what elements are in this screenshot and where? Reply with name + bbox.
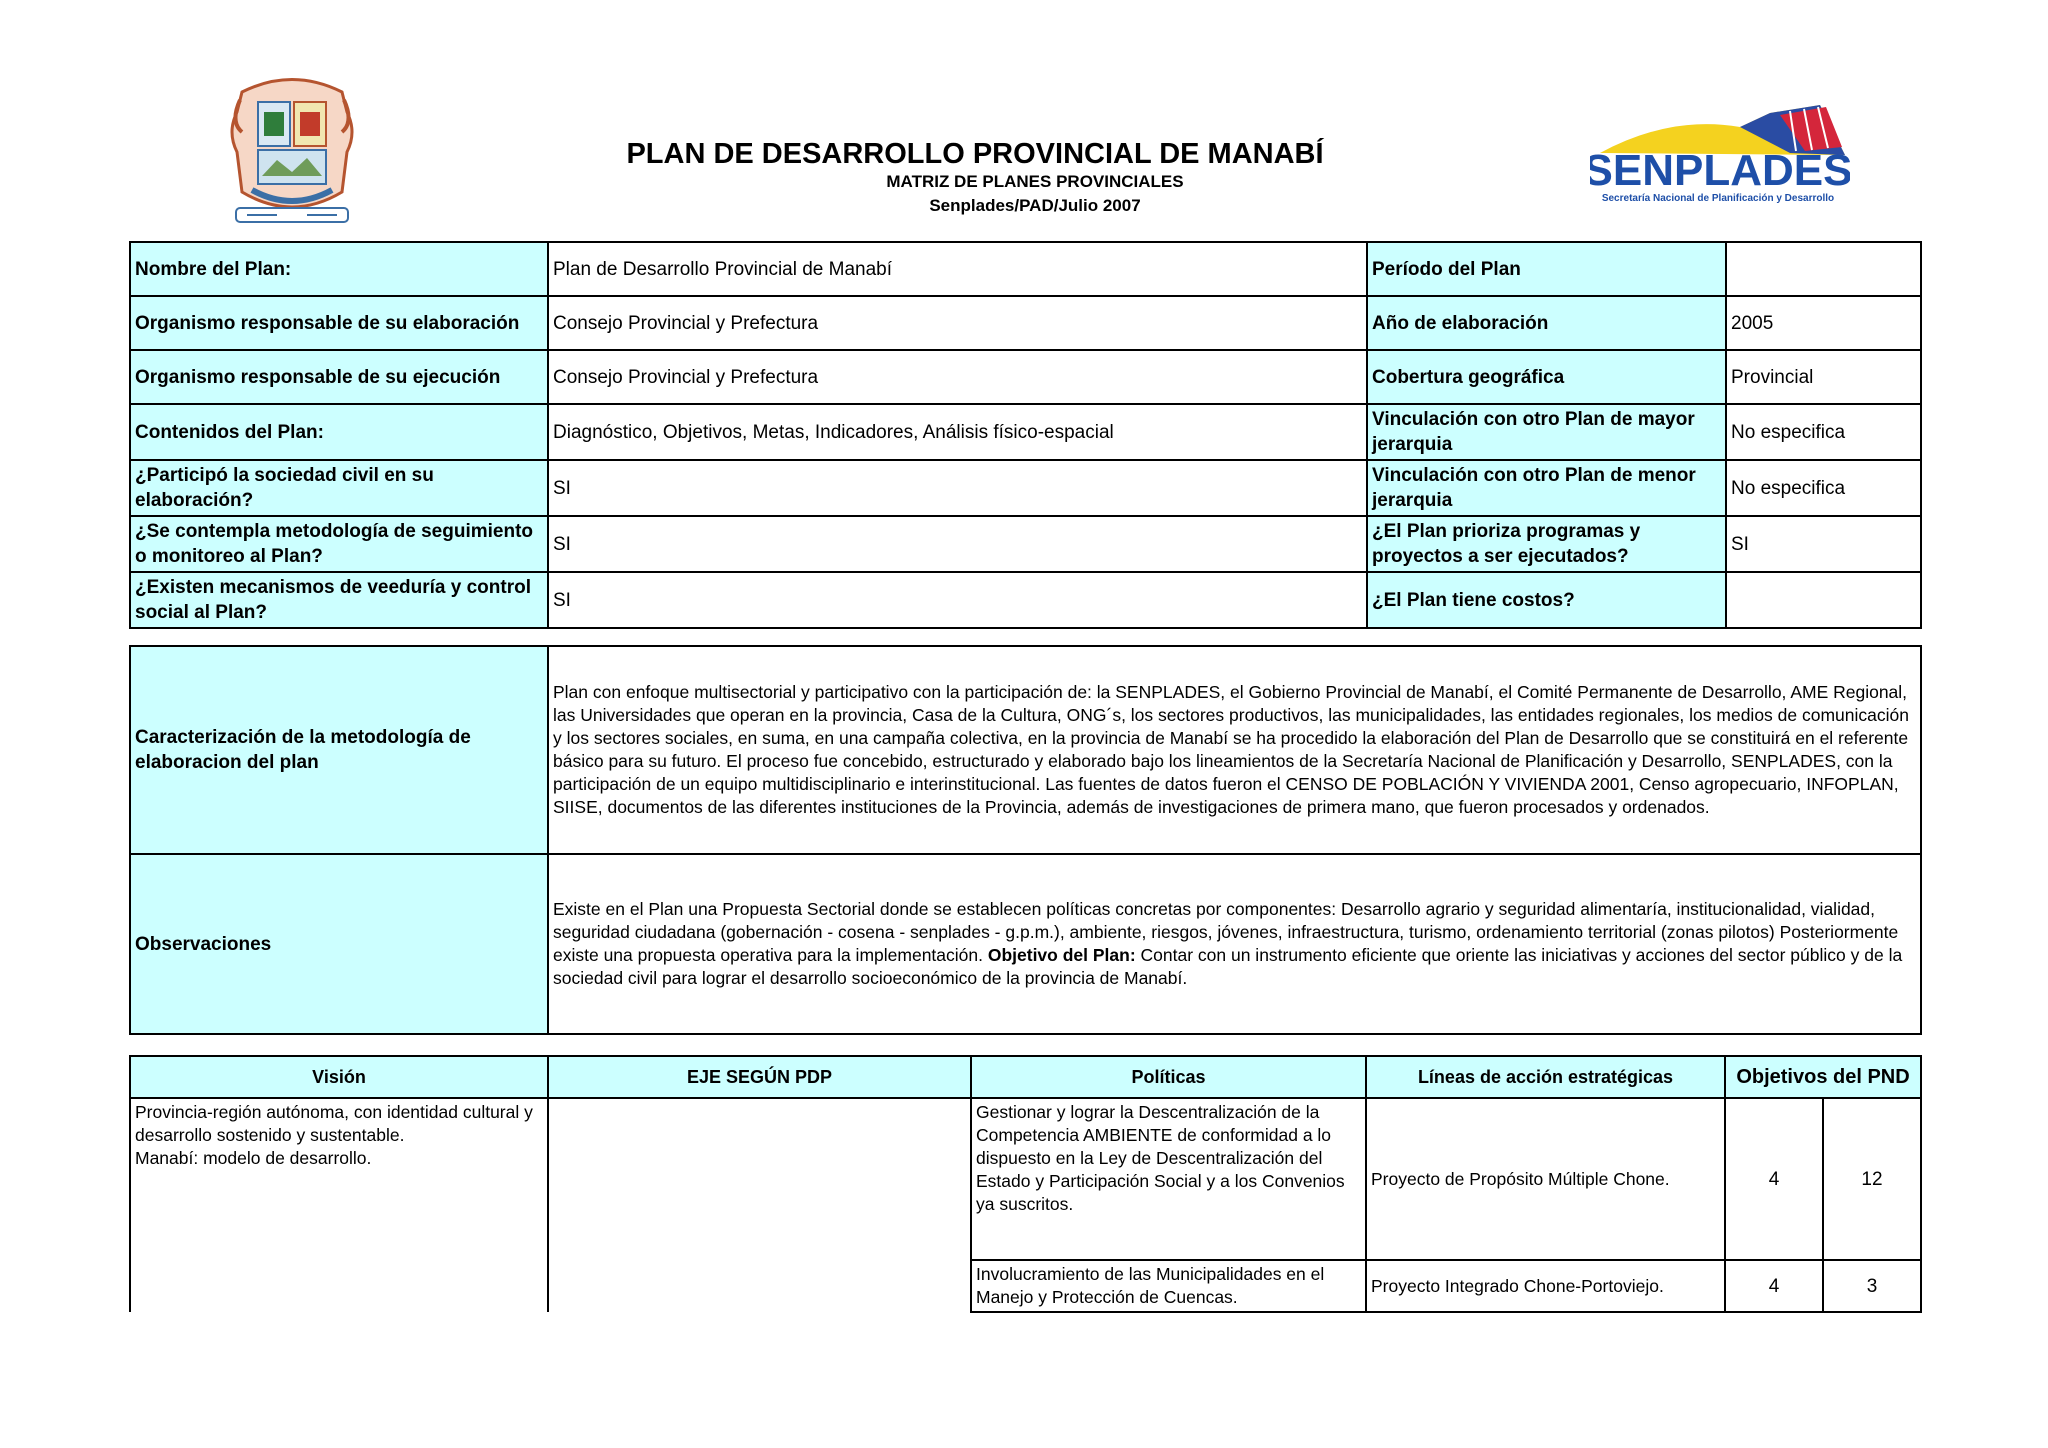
summary-label: Nombre del Plan: <box>130 242 548 296</box>
summary-value <box>1726 572 1921 628</box>
summary-value: 2005 <box>1726 296 1921 350</box>
summary-row <box>130 404 1921 460</box>
page-reference: Senplades/PAD/Julio 2007 <box>929 196 1141 215</box>
summary-value: No especifica <box>1726 460 1921 516</box>
observations-text-before: Existe en el Plan una Propuesta Sectorial donde se establecen políticas concretas por componentes: Desarrollo agrario y seguridad alimentaría, institucionalidad, vialidad, seguridad ciudadana (gobernación - cosena - senplades - g.p.m.), ambiente, riesgos, jóvenes, infraestructura, turismo, ordenamiento territorial (zonas pilotos) Posteriormente existe una propuesta operativa para la implementación. <box>553 899 1899 965</box>
politica-cell: Involucramiento de las Municipalidades en el Manejo y Protección de Cuencas. <box>971 1260 1366 1312</box>
summary-value: Provincial <box>1726 350 1921 404</box>
summary-value: Plan de Desarrollo Provincial de Manabí <box>548 242 1367 296</box>
header-lineas: Líneas de acción estratégicas <box>1366 1056 1725 1098</box>
observations-text <box>548 854 1921 1034</box>
linea-cell: Proyecto Integrado Chone-Portoviejo. <box>1366 1260 1725 1312</box>
summary-label: Vinculación con otro Plan de mayor jerarquia <box>1367 404 1726 460</box>
summary-value: SI <box>1726 516 1921 572</box>
strategy-matrix-table <box>129 1055 1922 1313</box>
summary-row <box>130 460 1921 516</box>
vision-text: Provincia-región autónoma, con identidad cultural y desarrollo sostenido y sustentable. Manabí: modelo de desarrollo. <box>130 1098 548 1312</box>
summary-value: Consejo Provincial y Prefectura <box>548 296 1367 350</box>
summary-value: SI <box>548 460 1367 516</box>
summary-label: ¿Existen mecanismos de veeduría y control social al Plan? <box>130 572 548 628</box>
summary-label: ¿El Plan tiene costos? <box>1367 572 1726 628</box>
senplades-tagline: Secretaría Nacional de Planificación y Desarrollo <box>1601 193 1835 204</box>
objetivo-cell: 3 <box>1823 1260 1921 1312</box>
page-subtitle: MATRIZ DE PLANES PROVINCIALES <box>886 172 1184 191</box>
objetivo-cell: 12 <box>1823 1098 1921 1260</box>
methodology-table <box>129 645 1922 1035</box>
linea-cell: Proyecto de Propósito Múltiple Chone. <box>1366 1098 1725 1260</box>
observations-row <box>130 854 1921 1034</box>
plan-summary-table <box>129 241 1922 629</box>
summary-value: Consejo Provincial y Prefectura <box>548 350 1367 404</box>
summary-value: SI <box>548 572 1367 628</box>
summary-label: Período del Plan <box>1367 242 1726 296</box>
header-vision: Visión <box>130 1056 548 1098</box>
plan-objective-label: Objetivo del Plan: <box>987 945 1136 965</box>
summary-label: Año de elaboración <box>1367 296 1726 350</box>
summary-value: No especifica <box>1726 404 1921 460</box>
summary-row <box>130 516 1921 572</box>
summary-row <box>130 572 1921 628</box>
summary-label: Organismo responsable de su ejecución <box>130 350 548 404</box>
summary-row <box>130 350 1921 404</box>
header-objetivos: Objetivos del PND <box>1725 1056 1921 1098</box>
observations-label: Observaciones <box>130 854 548 1034</box>
methodology-text: Plan con enfoque multisectorial y participativo con la participación de: la SENPLADES, el Gobierno Provincial de Manabí, el Comité Permanente de Desarrollo, AME Regional, las Universidades que operan en la provincia, Casa de la Cultura, ONG´s, los sectores productivos, las municipalidades, las entidades regionales, los medios de comunicación y los sectores sociales, en suma, en una campaña colectiva, en la provincia de Manabí se ha procedido la elaboración del Plan de Desarrollo que se constituirá en el referente básico para su futuro. El proceso fue concebido, estructurado y elaborado bajo los lineamientos de la Secretaría Nacional de Planificación y Desarrollo, SENPLADES, con la participación de un equipo multidisciplinario e interinstitucional. Las fuentes de datos fueron el CENSO DE POBLACIÓN Y VIVIENDA 2001, Censo agropecuario, INFOPLAN, SIISE, documentos de las diferentes instituciones de la Provincia, además de investigaciones de primera mano, que fueron procesados y ordenados. <box>548 646 1921 854</box>
matrix-header-row <box>130 1056 1921 1098</box>
objetivo-cell: 4 <box>1725 1098 1823 1260</box>
senplades-wordmark: SENPLADES <box>1590 146 1850 195</box>
senplades-logo <box>1590 95 1850 207</box>
politica-cell: Gestionar y lograr la Descentralización de la Competencia AMBIENTE de conformidad a lo dispuesto en la Ley de Descentralización del Estado y Participación Social y a los Convenios ya suscritos. <box>971 1098 1366 1260</box>
summary-label: Cobertura geográfica <box>1367 350 1726 404</box>
summary-label: Organismo responsable de su elaboración <box>130 296 548 350</box>
eje-text <box>548 1098 971 1312</box>
summary-value: Diagnóstico, Objetivos, Metas, Indicadores, Análisis físico-espacial <box>548 404 1367 460</box>
methodology-row <box>130 646 1921 854</box>
summary-row <box>130 242 1921 296</box>
summary-label: Vinculación con otro Plan de menor jerarquia <box>1367 460 1726 516</box>
observations-text-after: Contar con un instrumento eficiente que oriente las iniciativas y acciones del sector público y de la sociedad civil para lograr el desarrollo socioeconómico de la provincia de Manabí. <box>553 945 1903 988</box>
objetivo-cell: 4 <box>1725 1260 1823 1312</box>
header-eje: EJE SEGÚN PDP <box>548 1056 971 1098</box>
methodology-label: Caracterización de la metodología de elaboracion del plan <box>130 646 548 854</box>
summary-row <box>130 296 1921 350</box>
summary-label: ¿Participó la sociedad civil en su elaboración? <box>130 460 548 516</box>
provincial-crest-logo <box>222 72 362 232</box>
summary-value <box>1726 242 1921 296</box>
summary-label: ¿Se contempla metodología de seguimiento o monitoreo al Plan? <box>130 516 548 572</box>
summary-label: ¿El Plan prioriza programas y proyectos a ser ejecutados? <box>1367 516 1726 572</box>
matrix-row <box>130 1098 1921 1260</box>
page-title: PLAN DE DESARROLLO PROVINCIAL DE MANABÍ <box>626 138 1324 170</box>
header-politicas: Políticas <box>971 1056 1366 1098</box>
summary-label: Contenidos del Plan: <box>130 404 548 460</box>
summary-value: SI <box>548 516 1367 572</box>
